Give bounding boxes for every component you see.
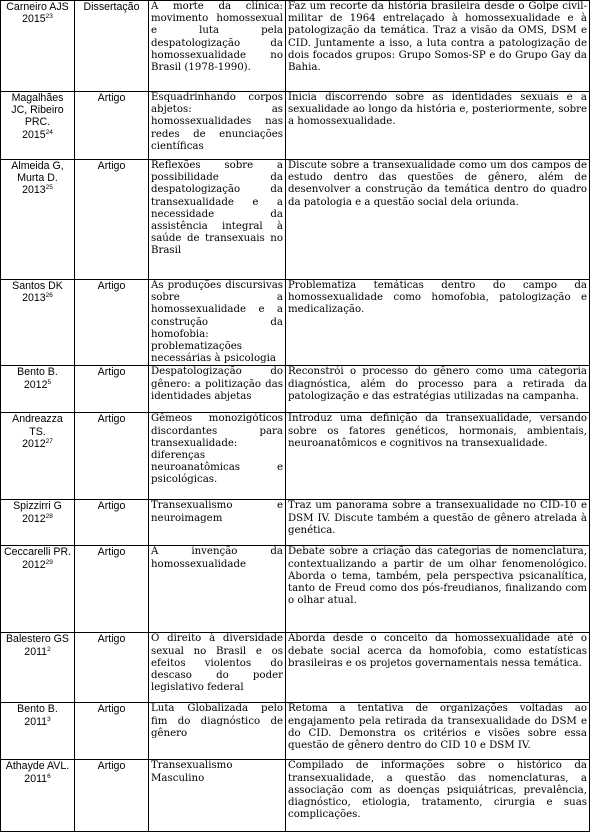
table-row — [1, 280, 590, 366]
publication-year: 2013 — [22, 292, 46, 305]
document-type-cell: Artigo — [75, 633, 149, 703]
author-name: Spizzirri G — [13, 500, 62, 513]
author-name: Almeida G, Murta D. — [11, 160, 64, 185]
summary-cell: Compilado de informações sobre o histórico da transexualidade, a questão das nomenclaturas, a associação com as doenças psiquiátricas, prevalência, diagnóstico, etiologia, tratamento, cirurgia e suas complicações. — [286, 760, 590, 832]
reference-number: 6 — [47, 772, 51, 780]
author-name: Bento B. — [17, 703, 58, 716]
title-cell: Luta Globalizada pelo fim do diagnóstico de gênero — [149, 703, 286, 760]
reference-number: 23 — [45, 13, 53, 21]
author-cell — [1, 160, 75, 280]
table-row — [1, 413, 590, 500]
author-cell — [1, 1, 75, 92]
document-type-cell: Artigo — [75, 280, 149, 366]
table-row — [1, 760, 590, 832]
author-name: Ceccarelli PR. — [3, 546, 72, 559]
summary-cell: Aborda desde o conceito da homossexualidade até o debate social acerca da homofobia, como estatísticas brasileiras e os projetos governamentais nessa temática. — [286, 633, 590, 703]
summary-cell: Traz um panorama sobre a transexualidade no CID-10 e DSM IV. Discute também a questão de gênero atrelada à genética. — [286, 500, 590, 546]
author-name: Carneiro AJS — [6, 1, 69, 13]
reference-number: 28 — [45, 512, 53, 520]
table-row — [1, 1, 590, 92]
author-cell — [1, 703, 75, 760]
reference-number: 25 — [45, 184, 53, 192]
publication-year: 2011 — [24, 715, 48, 728]
title-cell: Esquadrinhando corpos abjetos: as homossexualidades nas redes de enunciações científicas — [149, 92, 286, 160]
table-row — [1, 703, 590, 760]
summary-cell: Problematiza temáticas dentro do campo da homossexualidade como homofobia, patologização e medicalização. — [286, 280, 590, 366]
reference-number: 2 — [47, 645, 51, 653]
publication-year: 2011 — [24, 645, 48, 658]
author-name: Magalhães JC, Ribeiro PRC. — [11, 92, 64, 129]
literature-table-body — [1, 1, 590, 832]
title-cell: A invenção da homossexualidade — [149, 546, 286, 633]
table-row — [1, 92, 590, 160]
summary-cell: Retoma a tentativa de organizações voltadas ao engajamento pela retirada da transexualidade do DSM e do CID. Demonstra os critérios e visões sobre essa questão de gênero dentro do CID 10 e DSM IV. — [286, 703, 590, 760]
document-type-cell: Artigo — [75, 92, 149, 160]
publication-year: 2012 — [23, 378, 48, 391]
author-cell — [1, 280, 75, 366]
title-cell: O direito à diversidade sexual no Brasil e os efeitos violentos do descaso do poder legislativo federal — [149, 633, 286, 703]
title-cell: Transexualismo e neuroimagem — [149, 500, 286, 546]
author-cell — [1, 760, 75, 832]
reference-number: 29 — [45, 558, 53, 566]
reference-number: 3 — [47, 715, 51, 723]
author-name: Athayde AVL. — [5, 760, 70, 773]
author-cell — [1, 633, 75, 703]
summary-cell: Reconstrói o processo do gênero como uma categoria diagnóstica, além do processo para a retirada da patologização e das estratégias utilizadas na campanha. — [286, 366, 590, 413]
author-cell — [1, 546, 75, 633]
author-name: Bento B. — [17, 366, 58, 379]
table-row — [1, 633, 590, 703]
document-type-cell: Artigo — [75, 546, 149, 633]
title-cell: A morte da clínica: movimento homossexual e luta pela despatologização da homossexualidade no Brasil (1978-1990). — [149, 1, 286, 92]
author-name: Andreazza TS. — [12, 413, 63, 438]
title-cell: Transexualismo Masculino — [149, 760, 286, 832]
publication-year: 2013 — [22, 184, 46, 197]
author-name: Balestero GS — [5, 633, 69, 646]
title-cell: Despatologização do gênero: a politização das identidades abjetas — [149, 366, 286, 413]
author-cell — [1, 500, 75, 546]
document-type-cell: Artigo — [75, 760, 149, 832]
author-name: Santos DK — [12, 280, 63, 292]
summary-cell: Introduz uma definição da transexualidade, versando sobre os fatores genéticos, hormonais, ambientais, neuroanatômicos e cognitivos na transexualidade. — [286, 413, 590, 500]
table-row — [1, 366, 590, 413]
document-type-cell: Dissertação — [75, 1, 149, 92]
document-type-cell: Artigo — [75, 160, 149, 280]
publication-year: 2011 — [24, 772, 48, 785]
document-type-cell: Artigo — [75, 500, 149, 546]
publication-year: 2015 — [22, 128, 46, 141]
publication-year: 2012 — [22, 437, 46, 450]
title-cell: As produções discursivas sobre a homossexualidade e a construção da homofobia: problematizações necessárias à psicologia — [149, 280, 286, 366]
publication-year: 2012 — [22, 512, 46, 525]
reference-number: 24 — [45, 128, 53, 136]
document-type-cell: Artigo — [75, 703, 149, 760]
table-row — [1, 500, 590, 546]
reference-number: 26 — [45, 292, 53, 300]
reference-number: 27 — [45, 437, 53, 445]
author-cell — [1, 92, 75, 160]
document-type-cell: Artigo — [75, 366, 149, 413]
summary-cell: Inicia discorrendo sobre as identidades sexuais e a sexualidade ao longo da história e, posteriormente, sobre a homossexualidade. — [286, 92, 590, 160]
summary-cell: Discute sobre a transexualidade como um dos campos de estudo dentro das questões de gênero, além de desenvolver a construção da temática dentro do quadro da patologia e a questão social dela oriunda. — [286, 160, 590, 280]
summary-cell: Debate sobre a criação das categorias de nomenclatura, contextualizando a partir de um olhar fenomenológico. Aborda o tema, também, pela perspectiva psicanalítica, tanto de Freud como dos pós-freudianos, finalizando com o olhar atual. — [286, 546, 590, 633]
table-row — [1, 160, 590, 280]
publication-year: 2012 — [22, 558, 46, 571]
title-cell: Gêmeos monozigóticos discordantes para transexualidade: diferenças neuroanatômicas e psicológicas. — [149, 413, 286, 500]
summary-cell: Faz um recorte da história brasileira desde o Golpe civil-militar de 1964 entrelaçado à homossexualidade e à patologização da temática. Traz a visão da OMS, DSM e CID. Juntamente a isso, a luta contra a patologização de dois focados grupos: Grupo Somos-SP e do Grupo Gay da Bahia. — [286, 1, 590, 92]
author-cell — [1, 413, 75, 500]
document-type-cell: Artigo — [75, 413, 149, 500]
publication-year: 2015 — [22, 13, 46, 26]
reference-number: 5 — [47, 378, 52, 386]
title-cell: Reflexões sobre a possibilidade da despatologização da transexualidade e a necessidade da assistência integral à saúde de transexuais no Brasil — [149, 160, 286, 280]
table-row — [1, 546, 590, 633]
author-cell — [1, 366, 75, 413]
